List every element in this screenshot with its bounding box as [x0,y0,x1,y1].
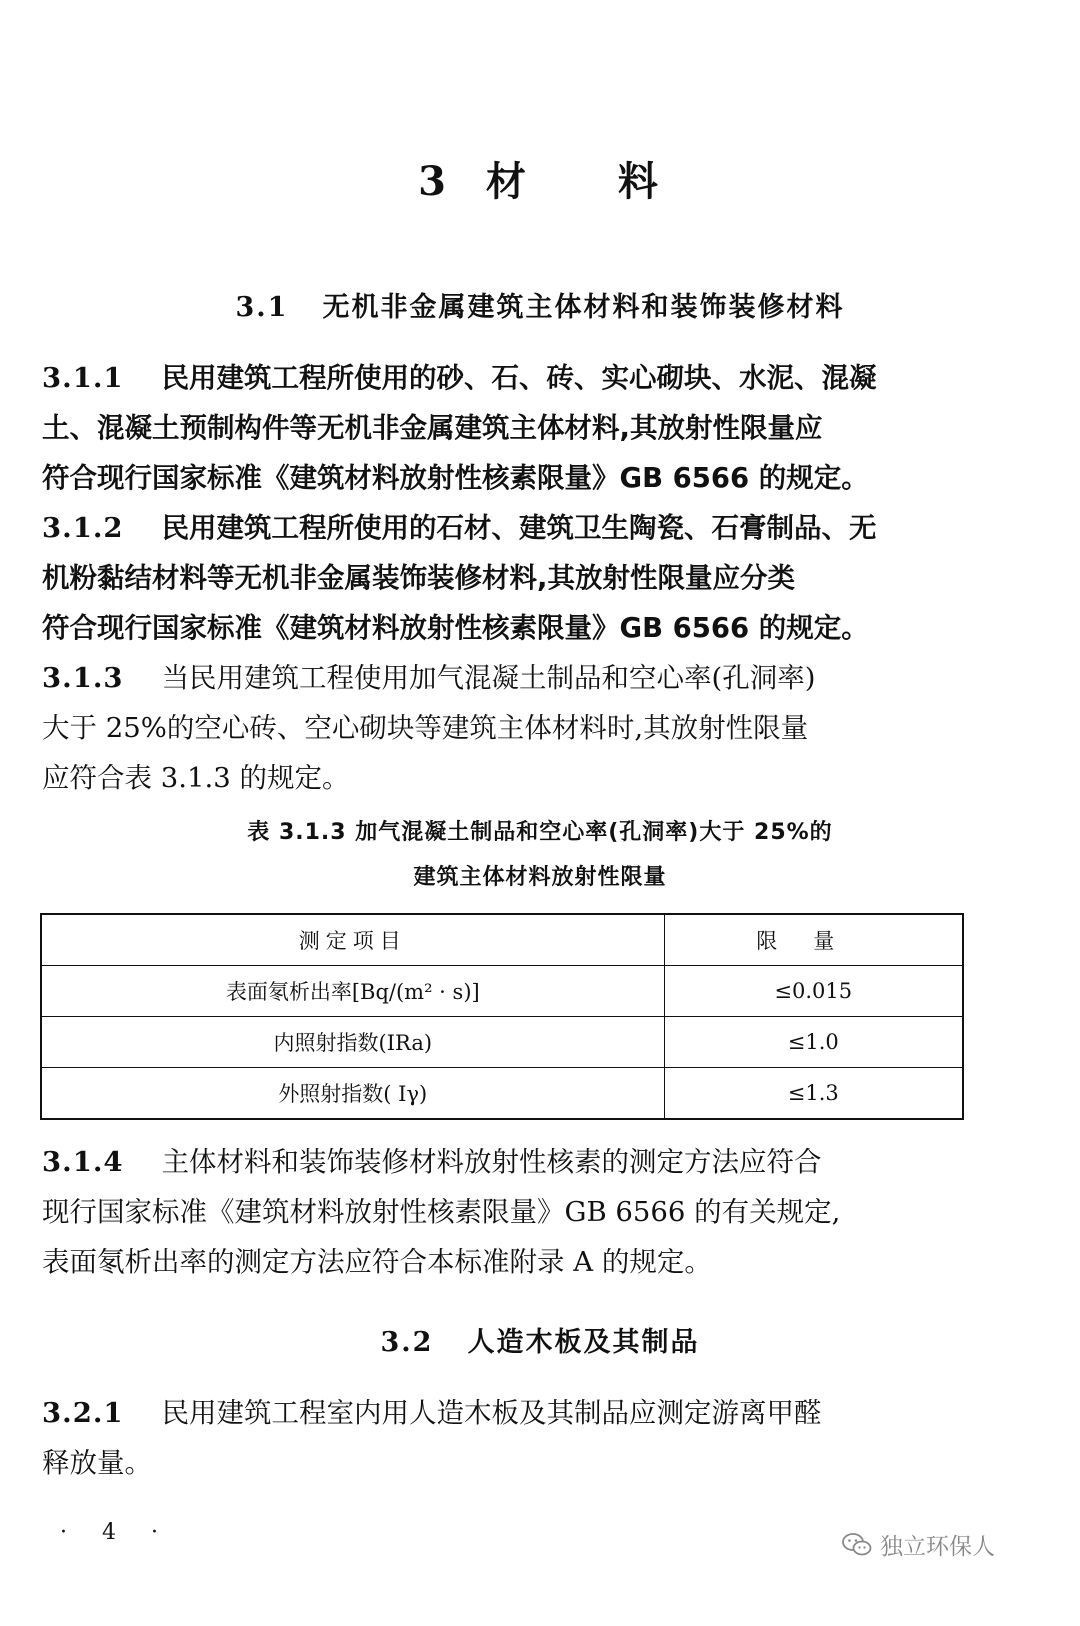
clause-line: 土、混凝土预制构件等无机非金属建筑主体材料,其放射性限量应 [42,412,823,444]
table-cell-limit: ≤1.0 [664,1017,963,1068]
table-cell-item: 内照射指数(IRa) [41,1017,664,1068]
table-row [41,966,963,1017]
table-row [41,1068,963,1120]
section-title: 人造木板及其制品 [467,1327,700,1358]
clause-line: 民用建筑工程所使用的石材、建筑卫生陶瓷、石膏制品、无 [161,512,877,544]
clause-3-1-2 [42,503,1027,653]
table-caption-line1: 表 3.1.3 加气混凝土制品和空心率(孔洞率)大于 25%的 [247,820,833,845]
page-number: · 4 · [60,1520,172,1545]
clause-line: 主体材料和装饰装修材料放射性核素的测定方法应符合 [161,1146,822,1178]
clause-number: 3.1.4 [42,1146,124,1178]
table-cell-limit: ≤1.3 [664,1068,963,1120]
clause-number: 3.1.3 [42,662,124,694]
clause-3-1-1 [42,353,1027,503]
table-header-item: 测定项目 [41,914,664,966]
clause-line: 释放量。 [42,1447,152,1479]
clause-line: 应符合表 3.1.3 的规定。 [42,762,350,794]
clause-line: 表面氡析出率的测定方法应符合本标准附录 A 的规定。 [42,1246,712,1278]
chapter-title-part2: 料 [617,158,662,205]
wechat-icon [842,1532,872,1558]
clause-number: 3.1.1 [42,362,124,394]
clause-3-2-1 [42,1388,1027,1488]
clause-line: 符合现行国家标准《建筑材料放射性核素限量》GB 6566 的规定。 [42,612,869,644]
clause-line: 符合现行国家标准《建筑材料放射性核素限量》GB 6566 的规定。 [42,462,869,494]
clause-number: 3.2.1 [42,1397,124,1429]
clause-line: 现行国家标准《建筑材料放射性核素限量》GB 6566 的有关规定, [42,1196,841,1228]
section-number: 3.2 [380,1327,434,1358]
clause-line: 民用建筑工程室内用人造木板及其制品应测定游离甲醛 [161,1397,822,1429]
section-heading-3-2 [0,1320,1080,1359]
chapter-title [0,150,1080,207]
table-cell-limit: ≤0.015 [664,966,963,1017]
table-header-limit: 限量 [664,914,963,966]
table-header-row [41,914,963,966]
table-cell-item: 外照射指数( Iγ) [41,1068,664,1120]
section-title: 无机非金属建筑主体材料和装饰装修材料 [322,292,845,323]
clause-3-1-3 [42,653,1027,803]
table-cell-item: 表面氡析出率[Bq/(m² · s)] [41,966,664,1017]
clause-3-1-4 [42,1137,1027,1287]
watermark [842,1528,995,1561]
clause-line: 民用建筑工程所使用的砂、石、砖、实心砌块、水泥、混凝 [161,362,877,394]
chapter-number: 3 [418,158,450,205]
clause-line: 机粉黏结材料等无机非金属装饰装修材料,其放射性限量应分类 [42,562,795,594]
clause-line: 当民用建筑工程使用加气混凝土制品和空心率(孔洞率) [161,662,816,694]
section-heading-3-1 [0,285,1080,324]
radioactivity-limit-table [40,913,964,1120]
watermark-text: 独立环保人 [880,1534,995,1560]
clause-line: 大于 25%的空心砖、空心砌块等建筑主体材料时,其放射性限量 [42,712,809,744]
table-caption-line2: 建筑主体材料放射性限量 [413,865,667,890]
table-row [41,1017,963,1068]
clause-number: 3.1.2 [42,512,124,544]
chapter-title-part1: 材 [485,158,530,205]
section-number: 3.1 [235,292,289,323]
